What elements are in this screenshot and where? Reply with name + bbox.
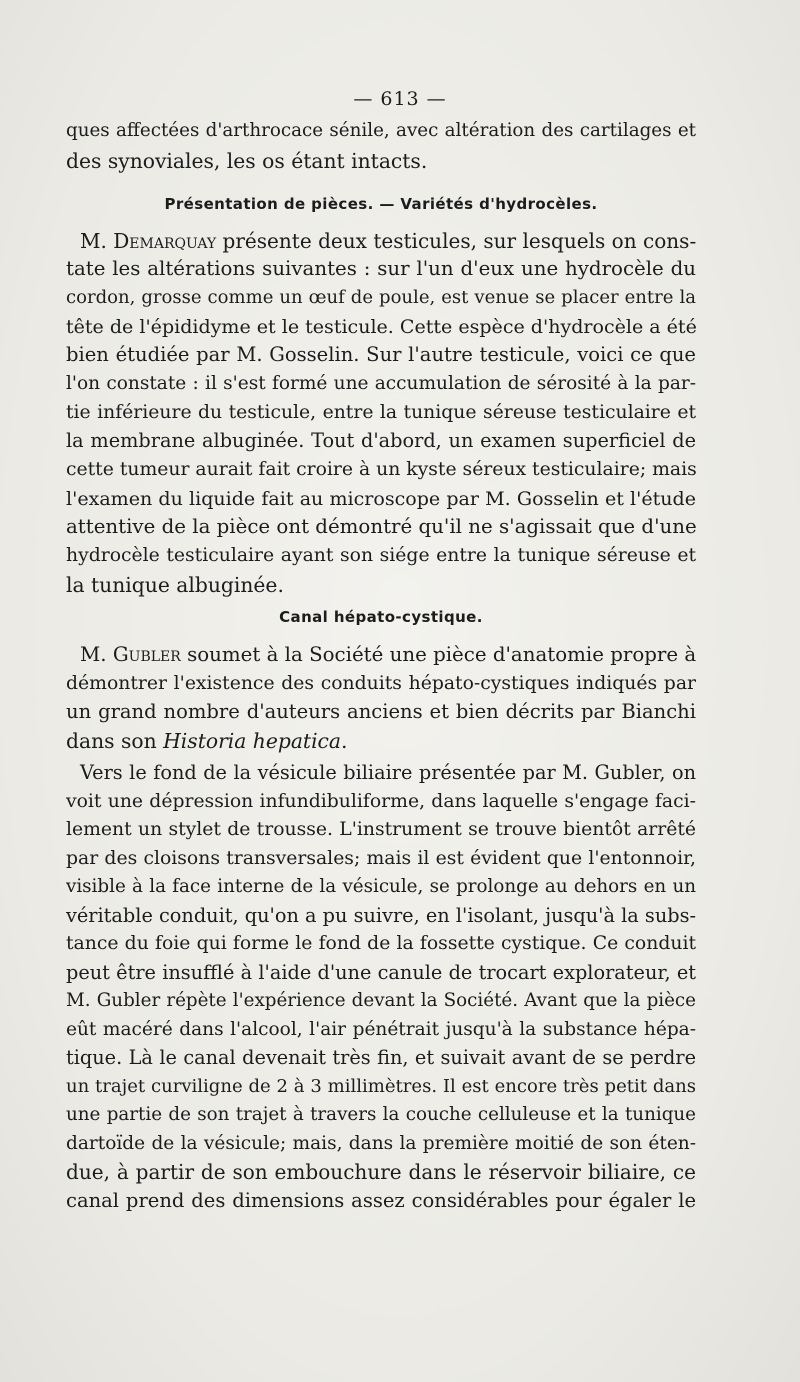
text-line: la membrane albuginée. Tout d'abord, un examen superficiel de: [66, 429, 696, 452]
paragraph-first-line: [66, 226, 696, 256]
text-line: tique. Là le canal devenait très fin, et suivait avant de se perdre: [66, 1046, 696, 1069]
text-line: une partie de son trajet à travers la couche celluleuse et la tunique: [66, 1104, 696, 1125]
section-heading-hydroceles: Présentation de pièces. — Variétés d'hydrocèles.: [164, 195, 598, 213]
text-line: lement un stylet de trousse. L'instrument se trouve bientôt arrêté: [66, 819, 696, 840]
text-line: tate les altérations suivantes : sur l'un d'eux une hydrocèle du: [66, 257, 696, 280]
text-line: due, à partir de son embouchure dans le réservoir biliaire, ce: [66, 1160, 696, 1184]
author-name: Demarquay: [113, 229, 217, 253]
paragraph-first-line: [66, 640, 696, 670]
author-name: Gubler: [112, 643, 181, 666]
text-line: la tunique albuginée.: [66, 573, 284, 597]
line-rest: présente deux testicules, sur lesquels on cons-: [216, 229, 697, 253]
line-prefix: dans son: [66, 729, 164, 753]
page-number: — 613 —: [353, 88, 447, 110]
book-title: Historia hepatica: [163, 729, 342, 753]
section-heading-canal: Canal hépato-cystique.: [279, 608, 483, 626]
line-suffix: .: [341, 729, 348, 753]
text-line: visible à la face interne de la vésicule, se prolonge au dehors en un: [66, 876, 696, 897]
text-line: hydrocèle testiculaire ayant son siége entre la tunique séreuse et: [66, 545, 696, 566]
text-line: l'examen du liquide fait au microscope par M. Gosselin et l'étude: [66, 488, 696, 510]
text-line: tance du foie qui forme le fond de la fossette cystique. Ce conduit: [66, 933, 696, 954]
text-line: bien étudiée par M. Gosselin. Sur l'autre testicule, voici ce que: [66, 343, 696, 366]
text-line: par des cloisons transversales; mais il est évident que l'entonnoir,: [66, 848, 696, 869]
text-line: ques affectées d'arthrocace sénile, avec altération des cartilages et: [66, 120, 696, 141]
text-line: l'on constate : il s'est formé une accumulation de sérosité à la par-: [66, 373, 696, 394]
text-line: Vers le fond de la vésicule biliaire présentée par M. Gubler, on: [80, 761, 696, 784]
text-line: canal prend des dimensions assez considérables pour égaler le: [66, 1189, 696, 1212]
text-line: cordon, grosse comme un œuf de poule, est venue se placer entre la: [66, 287, 696, 308]
text-line: dartoïde de la vésicule; mais, dans la première moitié de son éten-: [66, 1133, 696, 1154]
text-line: [66, 726, 696, 756]
text-line: démontrer l'existence des conduits hépato-cystiques indiqués par: [66, 673, 696, 694]
text-line: cette tumeur aurait fait croire à un kyste séreux testiculaire; mais: [66, 459, 697, 480]
line-rest: soumet à la Société une pièce d'anatomie propre à: [180, 643, 697, 666]
text-line: un grand nombre d'auteurs anciens et bien décrits par Bianchi: [66, 700, 696, 723]
text-line: tie inférieure du testicule, entre la tunique séreuse testiculaire et: [66, 402, 696, 423]
text-line: M. Gubler répète l'expérience devant la Société. Avant que la pièce: [66, 990, 696, 1011]
text-line: peut être insufflé à l'aide d'une canule de trocart explorateur, et: [66, 961, 696, 984]
text-line: des synoviales, les os étant intacts.: [66, 149, 428, 173]
text-line: tête de l'épididyme et le testicule. Cette espèce d'hydrocèle a été: [66, 316, 697, 338]
text-line: véritable conduit, qu'on a pu suivre, en l'isolant, jusqu'à la subs-: [66, 904, 696, 927]
text-line: eût macéré dans l'alcool, l'air pénétrait jusqu'à la substance hépa-: [66, 1019, 696, 1040]
line-prefix: M.: [80, 643, 113, 666]
text-line: attentive de la pièce ont démontré qu'il ne s'agissait que d'une: [66, 515, 697, 538]
text-line: voit une dépression infundibuliforme, dans laquelle s'engage faci-: [66, 791, 696, 812]
text-line: un trajet curviligne de 2 à 3 millimètres. Il est encore très petit dans: [66, 1076, 696, 1097]
line-prefix: M.: [80, 229, 114, 253]
